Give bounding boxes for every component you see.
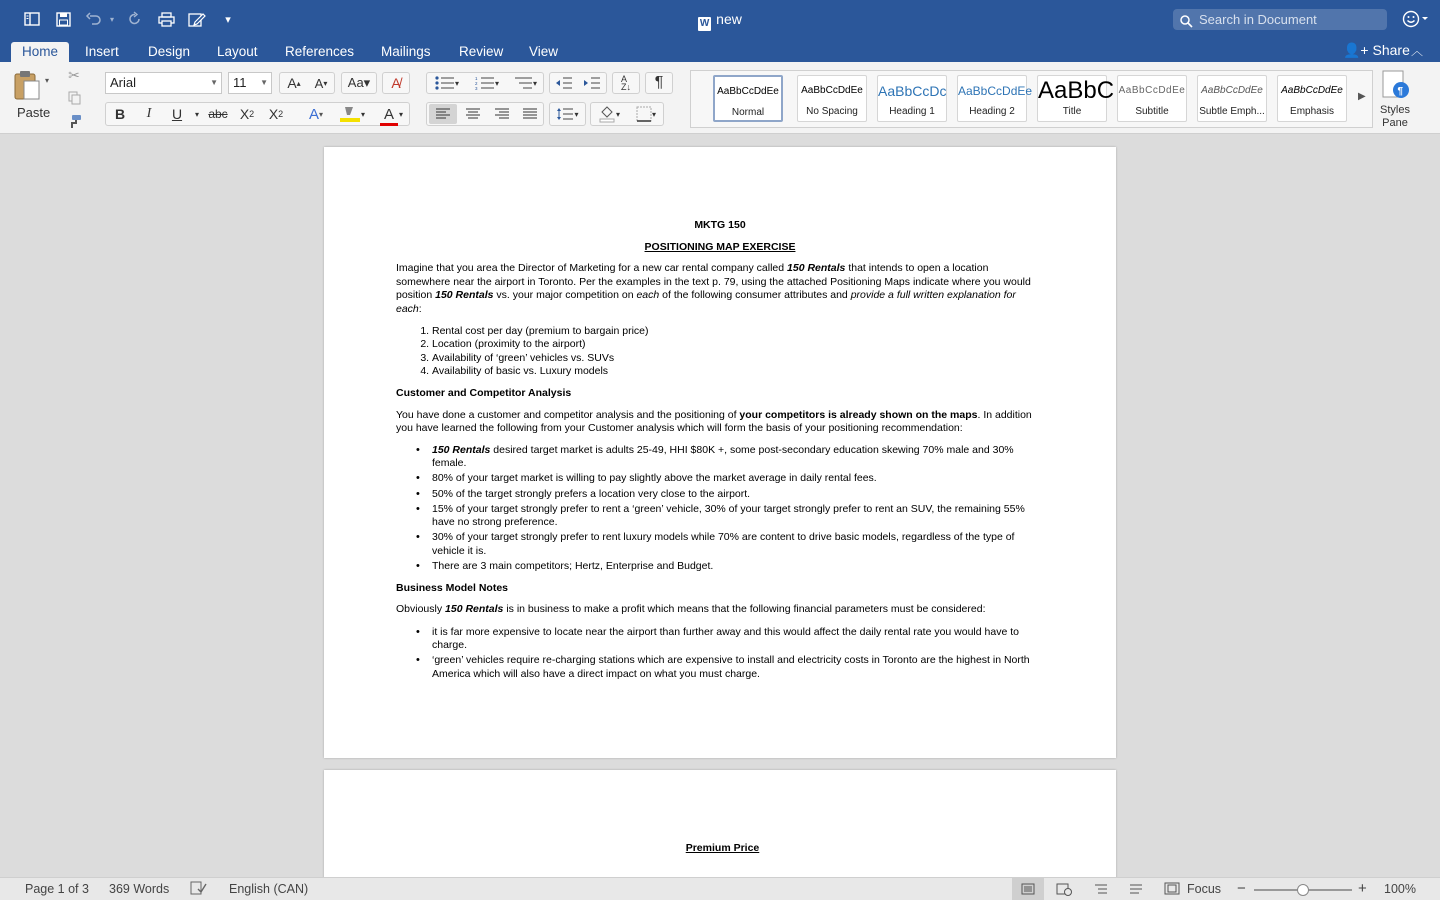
style-subtitle[interactable]: AaBbCcDdEe Subtitle xyxy=(1117,75,1187,122)
list-item: 4. Availability of basic vs. Luxury models xyxy=(432,365,1044,379)
findings-list xyxy=(432,444,1044,574)
chevron-down-icon: ▼ xyxy=(260,78,268,87)
word-count[interactable]: 369 Words xyxy=(109,882,170,896)
ribbon-tab-bar xyxy=(0,38,1440,62)
styles-more-arrow-icon[interactable]: ▶ xyxy=(1358,91,1366,102)
outline-view-icon[interactable] xyxy=(1094,883,1108,898)
list-item: • There are 3 main competitors; Hertz, Enterprise and Budget. xyxy=(432,560,1044,574)
list-item: • ‘green’ vehicles require re-charging stations which are expensive to install and electricity costs in Toronto are the highest in North America which will also have a direct impact on what you must charge. xyxy=(432,654,1044,681)
decrease-indent-icon[interactable] xyxy=(552,74,576,92)
underline-dropdown-icon[interactable]: ▾ xyxy=(194,109,199,119)
shading-icon[interactable]: ▾ xyxy=(592,104,626,124)
justify-icon[interactable] xyxy=(516,104,544,124)
ribbon-home xyxy=(0,62,1440,134)
tab-references[interactable]: References xyxy=(285,44,355,59)
styles-pane-label-2: Pane xyxy=(1382,117,1408,129)
styles-pane-icon[interactable] xyxy=(1380,70,1410,100)
list-item: 1. Rental cost per day (premium to bargain price) xyxy=(432,325,1044,339)
tab-home[interactable]: Home xyxy=(11,42,69,62)
tab-design[interactable]: Design xyxy=(148,44,191,59)
font-name-select[interactable]: Arial ▼ xyxy=(105,72,222,94)
text-effects-icon[interactable]: A ▾ xyxy=(308,105,324,123)
styles-gallery xyxy=(690,70,1373,128)
highlight-color-icon[interactable]: ▾ xyxy=(334,104,370,124)
page-1-content[interactable] xyxy=(396,219,1044,683)
intro-paragraph: Imagine that you area the Director of Marketing for a new car rental company called 150 Rentals that intends to open a location somewhere near the airport in Toronto. Per the examples in the text p. 79, using the attached Positioning Maps indicate where you would position 150 Rentals vs. your major competition on each of the following consumer attributes and provide a full written explanation for each: xyxy=(396,262,1031,315)
collapse-ribbon-icon[interactable]: ︿ xyxy=(1411,44,1424,58)
superscript-button[interactable]: X 2 xyxy=(268,106,284,122)
page-2-content[interactable] xyxy=(324,842,1121,856)
list-item: • 30% of your target strongly prefer to rent luxury models while 70% are content to drive basic models, regardless of the type of vehicle it is. xyxy=(432,531,1044,558)
bullets-icon[interactable]: ▾ xyxy=(430,74,464,92)
share-person-icon: 👤+ xyxy=(1343,42,1373,58)
web-layout-icon[interactable] xyxy=(1056,883,1072,899)
list-item: 3. Availability of ‘green’ vehicles vs. SUVs xyxy=(432,352,1044,366)
print-layout-icon[interactable] xyxy=(1021,883,1035,898)
analysis-heading: Customer and Competitor Analysis xyxy=(396,386,572,399)
list-item: • 150 Rentals desired target market is adults 25-49, HHI $80K +, some post-secondary education skewing 70% male and 30% female. xyxy=(432,444,1044,471)
business-notes-list xyxy=(432,626,1044,682)
document-canvas[interactable] xyxy=(0,134,1440,877)
align-right-icon[interactable] xyxy=(488,104,516,124)
premium-price-heading: Premium Price xyxy=(685,842,760,854)
tab-review[interactable]: Review xyxy=(459,44,504,59)
status-bar xyxy=(0,877,1440,900)
svg-text:3: 3 xyxy=(474,86,478,91)
zoom-in-button[interactable]: + xyxy=(1358,880,1367,897)
focus-label[interactable]: Focus xyxy=(1187,882,1222,896)
paste-dropdown-icon[interactable]: ▾ xyxy=(45,76,50,85)
tab-layout[interactable]: Layout xyxy=(217,44,258,59)
list-item: • 50% of the target strongly prefers a location very close to the airport. xyxy=(432,488,1044,502)
increase-indent-icon[interactable] xyxy=(580,74,604,92)
style-no-spacing[interactable]: AaBbCcDdEe No Spacing xyxy=(797,75,867,122)
styles-pane-label-1: Styles xyxy=(1380,104,1410,116)
course-code: MKTG 150 xyxy=(694,219,746,231)
style-subtle-emphasis[interactable]: AaBbCcDdEe Subtle Emph... xyxy=(1197,75,1267,122)
business-heading: Business Model Notes xyxy=(396,581,509,594)
search-in-document-input[interactable] xyxy=(1173,9,1387,30)
align-left-icon[interactable] xyxy=(429,104,457,124)
list-item: • it is far more expensive to locate near the airport than further away and this would affect the daily rental rate you would have to charge. xyxy=(432,626,1044,653)
subscript-button[interactable]: X 2 xyxy=(239,106,255,122)
clipboard-icon xyxy=(13,69,41,101)
customize-toolbar-icon[interactable]: ▾ xyxy=(225,13,231,26)
feedback-smiley-icon[interactable] xyxy=(1402,9,1428,34)
undo-dropdown-icon[interactable]: ▾ xyxy=(109,14,114,24)
line-spacing-icon[interactable]: ▾ xyxy=(551,104,584,124)
zoom-slider-thumb[interactable] xyxy=(1297,884,1309,896)
svg-text:¶: ¶ xyxy=(1397,86,1404,97)
italic-button[interactable]: I xyxy=(146,106,152,121)
chevron-down-icon: ▼ xyxy=(210,78,218,87)
svg-text:2: 2 xyxy=(474,81,478,86)
attributes-list xyxy=(432,325,1044,379)
increase-font-size-icon[interactable]: A ▴ xyxy=(287,75,301,91)
decrease-font-size-icon[interactable]: A ▾ xyxy=(314,75,328,91)
document-title: W new xyxy=(699,11,742,29)
language[interactable]: English (CAN) xyxy=(229,882,309,896)
style-heading-2[interactable]: AaBbCcDdEe Heading 2 xyxy=(957,75,1027,122)
style-title[interactable]: AaBbC Title xyxy=(1037,75,1107,122)
cut-icon[interactable]: ✂ xyxy=(68,66,80,83)
list-item: • 15% of your target strongly prefer to rent a ‘green’ vehicle, 30% of your target strongly prefer to rent an SUV, the remaining 55% have no strong preference. xyxy=(432,503,1044,530)
tab-insert[interactable]: Insert xyxy=(85,44,119,59)
paste-label: Paste xyxy=(17,105,51,120)
share-button[interactable]: 👤+ Share xyxy=(1343,42,1410,58)
format-painter-icon[interactable] xyxy=(66,113,82,129)
proofing-icon[interactable] xyxy=(190,881,207,898)
change-case-icon[interactable]: Aa▾ xyxy=(347,75,371,90)
copy-icon[interactable] xyxy=(66,90,82,106)
numbering-icon[interactable]: 1 2 3 ▾ xyxy=(474,76,499,91)
sort-icon[interactable]: A Z↓ xyxy=(621,74,631,92)
strikethrough-button[interactable]: abc xyxy=(208,107,228,121)
underline-button[interactable]: U xyxy=(171,106,183,122)
list-item: 2. Location (proximity to the airport) xyxy=(432,338,1044,352)
analysis-paragraph: You have done a customer and competitor analysis and the positioning of your competitors is already shown on the maps. In addition you have learned the following from your Customer analysis which will form the basis of your positioning recommendation: xyxy=(396,408,1032,435)
page-1[interactable] xyxy=(324,147,1116,758)
draft-view-icon[interactable] xyxy=(1129,883,1143,898)
align-center-icon[interactable] xyxy=(459,104,487,124)
zoom-out-button[interactable]: − xyxy=(1237,880,1246,897)
business-paragraph: Obviously 150 Rentals is in business to make a profit which means that the following financial parameters must be considered: xyxy=(396,603,986,616)
font-size-select[interactable]: 11 ▼ xyxy=(228,72,272,94)
style-normal[interactable]: AaBbCcDdEe Normal xyxy=(713,75,783,122)
page-count[interactable]: Page 1 of 3 xyxy=(25,882,89,896)
bold-button[interactable]: B xyxy=(114,106,126,122)
borders-icon[interactable]: ▾ xyxy=(630,104,662,124)
svg-text:1: 1 xyxy=(474,76,478,81)
zoom-level[interactable]: 100% xyxy=(1384,882,1416,896)
tab-mailings[interactable]: Mailings xyxy=(381,44,431,59)
tab-view[interactable]: View xyxy=(529,44,559,59)
title-bar xyxy=(0,0,1440,38)
word-doc-icon: W xyxy=(699,18,710,29)
multilevel-list-icon[interactable]: ▾ xyxy=(532,78,537,88)
search-icon xyxy=(1180,13,1193,34)
style-heading-1[interactable]: AaBbCcDc Heading 1 xyxy=(877,75,947,122)
font-color-icon[interactable]: A ▾ xyxy=(374,104,408,124)
focus-icon[interactable] xyxy=(1164,882,1180,898)
list-item: • 80% of your target market is willing to pay slightly above the market average in daily rental fees. xyxy=(432,472,1044,486)
style-emphasis[interactable]: AaBbCcDdEe Emphasis xyxy=(1277,75,1347,122)
search-placeholder: Search in Document xyxy=(1199,12,1317,27)
show-formatting-marks-icon[interactable]: ¶ xyxy=(654,74,664,91)
paste-button[interactable] xyxy=(12,68,42,102)
document-title-text: POSITIONING MAP EXERCISE xyxy=(644,240,796,253)
clear-formatting-icon[interactable]: A̸ xyxy=(391,75,401,91)
